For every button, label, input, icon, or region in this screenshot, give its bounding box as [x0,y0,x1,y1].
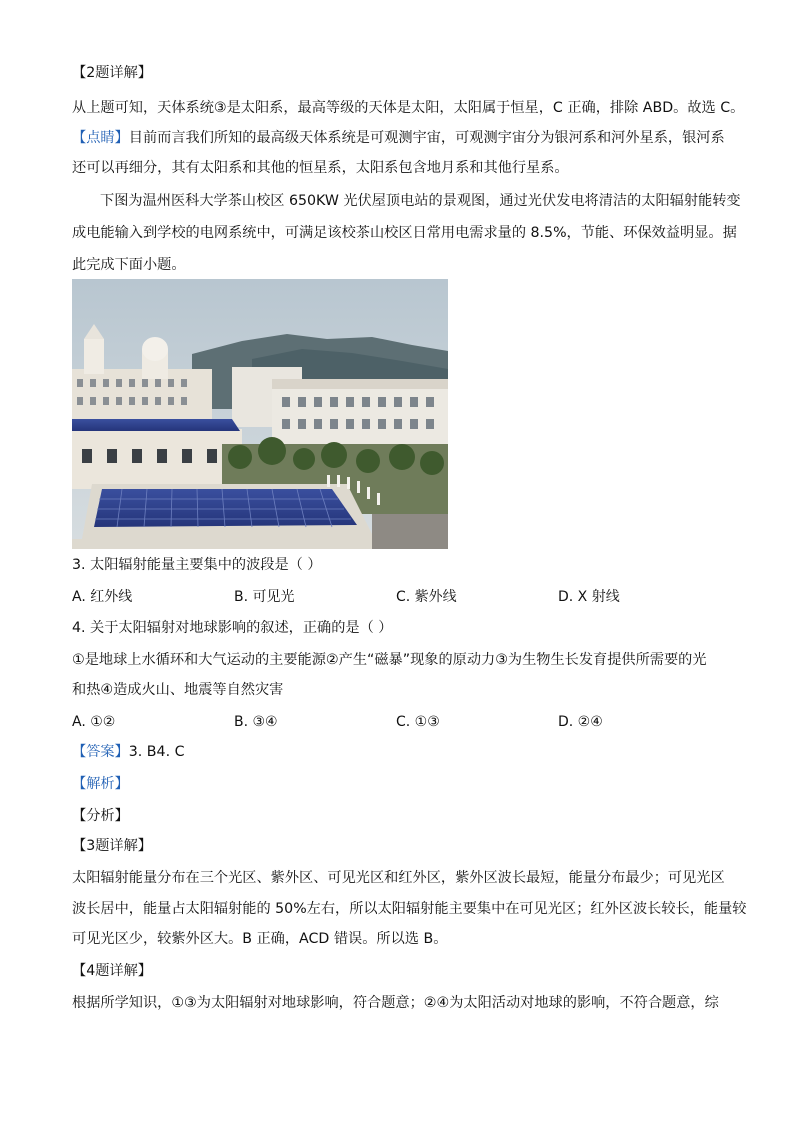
intro-line-1: 下图为温州医科大学茶山校区 650KW 光伏屋顶电站的景观图，通过光伏发电将清洁的太阳辐射能转变 [100,193,741,209]
q4-option-c: C. ①③ [396,714,440,730]
q4-stem: 4. 关于太阳辐射对地球影响的叙述，正确的是（ ） [72,620,393,636]
q3-stem: 3. 太阳辐射能量主要集中的波段是（ ） [72,557,322,573]
q3-option-b: B. 可见光 [234,589,295,605]
answer-label: 【答案】 [72,744,129,760]
q3-option-d: D. X 射线 [558,589,620,605]
q4-option-d: D. ②④ [558,714,603,730]
q4-option-a: A. ①② [72,714,116,730]
q2-detail-body: 从上题可知，天体系统③是太阳系，最高等级的天体是太阳，太阳属于恒星，C 正确，排除 ABD。故选 C。 [72,100,745,116]
fenxi-label: 【分析】 [72,808,129,824]
tips-line-1 [72,128,732,148]
solar-campus-illustration [72,279,448,549]
q3-detail-line-1: 太阳辐射能量分布在三个光区、紫外区、可见光区和红外区，紫外区波长最短，能量分布最少；可见光区 [72,870,725,886]
tips-line-2: 还可以再细分，其有太阳系和其他的恒星系，太阳系包含地月系和其他行星系。 [72,160,569,176]
q4-option-b: B. ③④ [234,714,278,730]
q4-statement-line-1: ①是地球上水循环和大气运动的主要能源②产生“磁暴”现象的原动力③为生物生长发育提供所需要的光 [72,652,707,668]
q3-detail-line-3: 可见光区少，较紫外区大。B 正确，ACD 错误。所以选 B。 [72,931,448,947]
q3-option-a: A. 红外线 [72,589,133,605]
tips-line-1-text: 目前而言我们所知的最高级天体系统是可观测宇宙，可观测宇宙分为银河系和河外星系，银河系 [128,130,725,146]
tips-label: 【点睛】 [72,130,129,146]
q4-detail-line-1: 根据所学知识，①③为太阳辐射对地球影响，符合题意；②④为太阳活动对地球的影响，不符合题意，综 [72,995,719,1011]
answer-text: 3. B4. C [128,744,185,760]
q3-detail-line-2: 波长居中，能量占太阳辐射能的 50%左右，所以太阳辐射能主要集中在可见光区；红外区波长较长，能量较 [72,901,747,917]
q3-option-c: C. 紫外线 [396,589,457,605]
answer-line [72,742,732,762]
q4-detail-heading: 【4题详解】 [72,963,152,979]
q4-statement-line-2: 和热④造成火山、地震等自然灾害 [72,682,284,698]
intro-line-3: 此完成下面小题。 [72,257,186,273]
q2-detail-heading: 【2题详解】 [72,65,152,81]
intro-line-2: 成电能输入到学校的电网系统中，可满足该校茶山校区日常用电需求量的 8.5%，节能、环保效益明显。据 [72,225,737,241]
analysis-label: 【解析】 [72,776,129,792]
solar-rooftop-photo [72,279,448,549]
q3-detail-heading: 【3题详解】 [72,838,152,854]
